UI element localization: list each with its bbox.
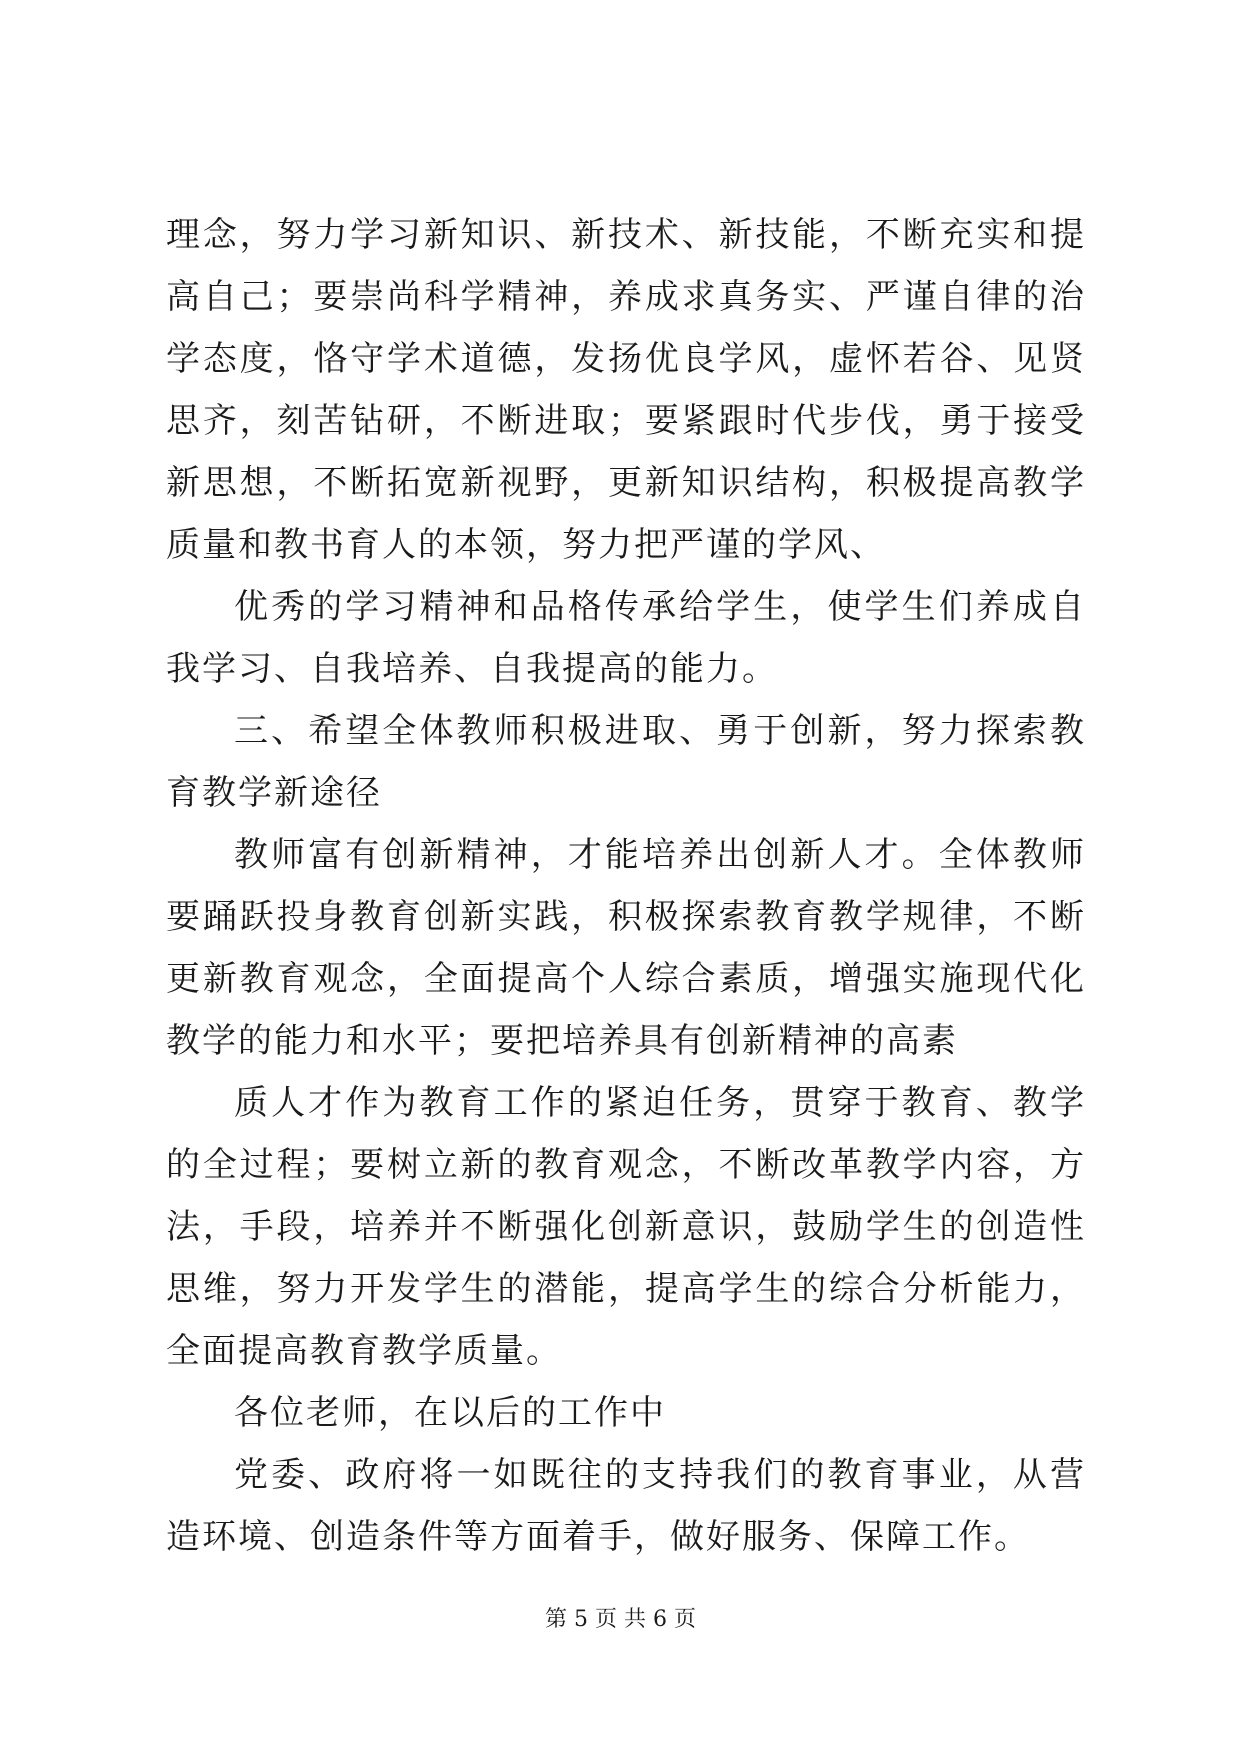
section-heading: 三、希望全体教师积极进取、勇于创新，努力探索教育教学新途径 bbox=[166, 711, 1086, 813]
document-body bbox=[166, 204, 1086, 1568]
paragraph: 各位老师，在以后的工作中 bbox=[234, 1393, 666, 1433]
paragraph: 质人才作为教育工作的紧迫任务，贯穿于教育、教学的全过程；要树立新的教育观念，不断改革教学内容，方法，手段，培养并不断强化创新意识，鼓励学生的创造性思维，努力开发学生的潜能，提高学生的综合分析能力，全面提高教育教学质量。 bbox=[166, 1083, 1086, 1371]
paragraph: 优秀的学习精神和品格传承给学生，使学生们养成自我学习、自我培养、自我提高的能力。 bbox=[166, 587, 1086, 689]
paragraph: 教师富有创新精神，才能培养出创新人才。全体教师要踊跃投身教育创新实践，积极探索教育教学规律，不断更新教育观念，全面提高个人综合素质，增强实施现代化教学的能力和水平；要把培养具有创新精神的高素 bbox=[166, 835, 1086, 1061]
paragraph-continuation: 理念，努力学习新知识、新技术、新技能，不断充实和提高自己；要崇尚科学精神，养成求真务实、严谨自律的治学态度，恪守学术道德，发扬优良学风，虚怀若谷、见贤思齐，刻苦钻研，不断进取；要紧跟时代步伐，勇于接受新思想，不断拓宽新视野，更新知识结构，积极提高教学质量和教书育人的本领，努力把严谨的学风、 bbox=[166, 215, 1086, 565]
paragraph: 党委、政府将一如既往的支持我们的教育事业，从营造环境、创造条件等方面着手，做好服务、保障工作。 bbox=[166, 1455, 1086, 1557]
page-number-footer: 第 5 页 共 6 页 bbox=[545, 1607, 696, 1632]
